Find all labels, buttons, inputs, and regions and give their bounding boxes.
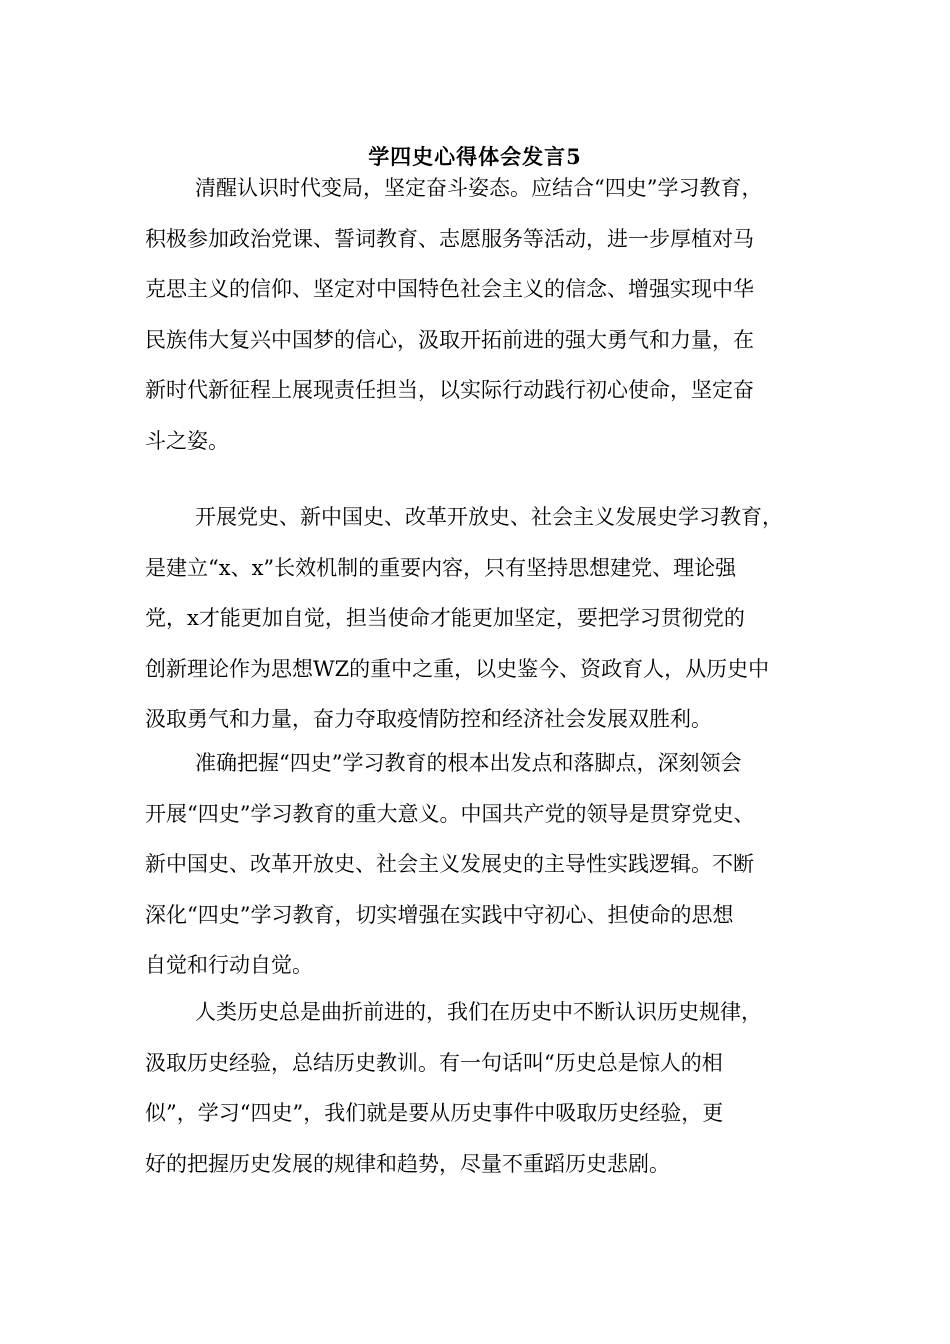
paragraph-line: 开展党史、新中国史、改革开放史、社会主义发展史学习教育， <box>195 505 783 529</box>
paragraph-line: 好的把握历史发展的规律和趋势，尽量不重蹈历史悲剧。 <box>145 1151 670 1176</box>
paragraph-1 <box>145 163 762 466</box>
paragraph-line: 党，x才能更加自觉，担当使命才能更加坚定，要把学习贯彻党的 <box>145 606 745 630</box>
paragraph-line: 新中国史、改革开放史、社会主义发展史的主导性实践逻辑。不断 <box>145 852 754 876</box>
paragraph-line: 似”，学习“四史”，我们就是要从历史事件中吸取历史经验，更 <box>145 1101 724 1125</box>
paragraph-line: 人类历史总是曲折前进的，我们在历史中不断认识历史规律， <box>195 1000 762 1024</box>
paragraph-line: 清醒认识时代变局，坚定奋斗姿态。应结合“四史”学习教育， <box>195 176 763 200</box>
paragraph-line: 创新理论作为思想WZ的重中之重，以史鉴今、资政育人，从历史中 <box>145 656 770 681</box>
paragraph-line: 汲取历史经验，总结历史教训。有一句话叫“历史总是惊人的相 <box>145 1050 723 1075</box>
paragraph-3 <box>145 738 754 991</box>
paragraph-line: 开展“四史”学习教育的重大意义。中国共产党的领导是贯穿党史、 <box>145 801 755 826</box>
paragraph-line: 准确把握“四史”学习教育的根本出发点和落脚点，深刻领会 <box>195 751 742 775</box>
paragraph-2 <box>145 492 783 745</box>
paragraph-line: 新时代新征程上展现责任担当，以实际行动践行初心使命，坚定奋 <box>145 378 754 402</box>
paragraph-line: 深化“四史”学习教育，切实增强在实践中守初心、担使命的思想 <box>145 902 734 927</box>
document-title: 学四史心得体会发言5 <box>368 144 582 169</box>
paragraph-line: 民族伟大复兴中国梦的信心，汲取开拓前进的强大勇气和力量，在 <box>145 327 754 352</box>
paragraph-line: 是建立“x、x”长效机制的重要内容，只有坚持思想建党、理论强 <box>145 555 737 580</box>
paragraph-line: 自觉和行动自觉。 <box>145 953 313 977</box>
paragraph-4 <box>145 987 762 1189</box>
paragraph-line: 汲取勇气和力量，奋力夺取疫情防控和经济社会发展双胜利。 <box>145 707 712 731</box>
paragraph-line: 积极参加政治党课、誓词教育、志愿服务等活动，进一步厚植对马 <box>145 226 754 251</box>
paragraph-line: 斗之姿。 <box>145 428 229 453</box>
paragraph-line: 克思主义的信仰、坚定对中国特色社会主义的信念、增强实现中华 <box>145 277 754 301</box>
